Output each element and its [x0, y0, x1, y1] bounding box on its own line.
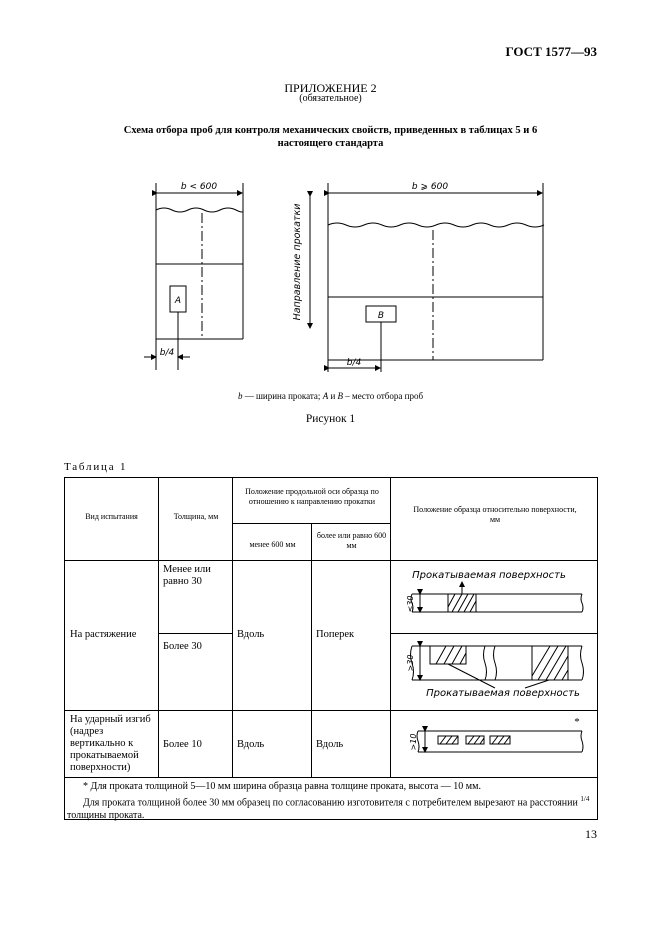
header-more-600: более или равно 600 мм — [316, 531, 387, 550]
rolled-surface-label-2: Прокатываемая поверхность — [426, 688, 580, 699]
header-thickness: Толщина, мм — [173, 512, 219, 521]
left-quarter-label: b/4 — [159, 348, 175, 358]
header-surface-position: Положение образца относительно поверхности, мм — [413, 505, 577, 524]
right-quarter-label: b/4 — [346, 358, 362, 368]
sample-a-label: A — [174, 296, 182, 306]
rolling-direction-label: Направление прокатки — [292, 203, 303, 321]
dim-gt30-label: >30 — [406, 654, 415, 672]
figure-legend: b — ширина проката; A и B – место отбора проб — [237, 391, 424, 401]
row-tension: На растяжение — [70, 629, 137, 640]
table-caption: Таблица 1 — [64, 461, 128, 473]
sketch-thin — [411, 582, 583, 612]
row-impact-along-more600: Вдоль — [316, 739, 344, 750]
footnote-star-mark: * — [574, 716, 580, 728]
row-impact-along-less600: Вдоль — [237, 739, 265, 750]
dim-gt10-label: >10 — [409, 733, 418, 751]
row-thickness-gt30: Более 30 — [163, 641, 202, 652]
row-along-less600: Вдоль — [237, 629, 265, 640]
rolled-surface-label-1: Прокатываемая поверхность — [412, 570, 566, 581]
dim-le30-label: ≤30 — [406, 595, 415, 613]
scheme-title: Схема отбора проб для контроля механических свойств, приведенных в таблицах 5 и 6 настоящего стандарта — [123, 125, 538, 149]
figure-caption: Рисунок 1 — [305, 413, 356, 425]
appendix-status: (обязательное) — [299, 93, 362, 104]
row-thickness-gt10: Более 10 — [163, 739, 202, 750]
row-thickness-le30: Менее или равно 30 — [163, 564, 211, 587]
header-test-type: Вид испытания — [85, 512, 138, 521]
header-less-600: менее 600 мм — [249, 540, 296, 549]
left-width-label: b < 600 — [180, 182, 218, 192]
footnote-2: Для проката толщиной более 30 мм образец по согласованию изготовителя с потребителем вырезают на расстоянии $^{1/4}$ толщины проката. — [67, 795, 590, 822]
row-across-more600: Поперек — [316, 629, 355, 640]
header-axis-position: Положение продольной оси образца по отношению к направлению прокатки — [245, 487, 379, 506]
standard-number: ГОСТ 1577—93 — [505, 44, 597, 59]
footnote-1: * Для проката толщиной 5—10 мм ширина образца равна толщине проката, высота — 10 мм. — [83, 781, 481, 792]
right-width-label: b ⩾ 600 — [411, 182, 449, 192]
sketch-impact — [417, 731, 583, 752]
appendix-title: ПРИЛОЖЕНИЕ 2 — [284, 81, 377, 95]
row-impact: На ударный изгиб (надрез вертикально к прокатываемой поверхности) — [70, 714, 151, 773]
sketch-thick — [411, 646, 584, 688]
page-number: 13 — [585, 827, 597, 841]
sample-b-label: B — [377, 311, 385, 321]
